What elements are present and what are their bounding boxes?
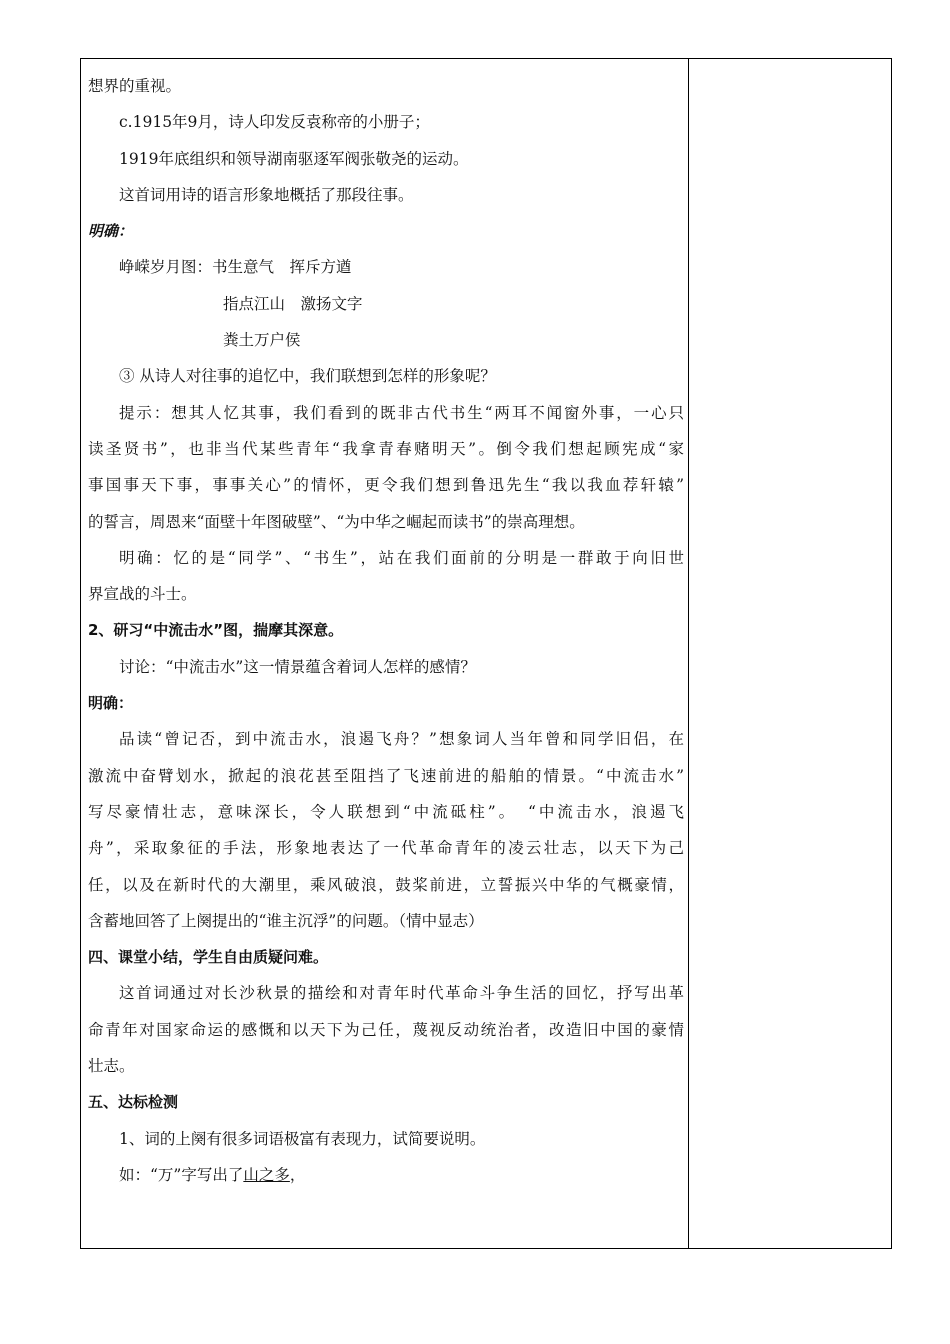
text-line: 明确：忆的是“同学”、“书生”，站在我们面前的分明是一群敢于向旧世 [119,548,684,567]
text-line: c.1915年9月，诗人印发反袁称帝的小册子； [119,113,430,132]
section-heading: 四、课堂小结，学生自由质疑问难。 [88,948,329,967]
text-line: 的誓言，周恩来“面壁十年图破壁”、“为中华之崛起而读书”的崇高理想。 [88,512,585,531]
text-line: ③ 从诗人对往事的追忆中，我们联想到怎样的形象呢？ [119,367,496,386]
text-line: 品读“曾记否，到中流击水，浪遏飞舟？”想象词人当年曾和同学旧侣，在 [119,730,684,749]
column-divider [688,58,689,1249]
text-line: 含蓄地回答了上阕提出的“谁主沉浮”的问题。（情中显志） [88,911,484,930]
text-line: 1、词的上阕有很多词语极富有表现力，试简要说明。 [119,1129,486,1148]
text-line: 激流中奋臂划水，掀起的浪花甚至阻挡了飞速前进的船舶的情景。“中流击水” [88,766,684,785]
text-line-example [88,1157,684,1193]
text-line: 这首词通过对长沙秋景的描绘和对青年时代革命斗争生活的回忆，抒写出革 [119,984,684,1003]
example-prefix: 如：“万”字写出了 [119,1165,244,1184]
underlined-answer: 山之多 [243,1165,290,1184]
text-line: 指点江山 激扬文字 [223,294,363,313]
text-line: 壮志。 [88,1057,135,1076]
text-line: 提示：想其人忆其事，我们看到的既非古代书生“两耳不闻窗外事，一心只 [119,403,684,422]
section-heading: 2、研习“中流击水”图，揣摩其深意。 [88,621,344,640]
text-line: 讨论：“中流击水”这一情景蕴含着词人怎样的感情？ [119,657,476,676]
text-line: 任，以及在新时代的大潮里，乘风破浪，鼓桨前进，立誓振兴中华的气概豪情， [88,875,684,894]
heading-clarify: 明确： [88,694,134,713]
heading-clarify: 明确： [88,222,134,241]
text-line: 想界的重视。 [88,77,182,95]
example-suffix: ， [289,1165,306,1184]
section-heading: 五、达标检测 [88,1093,179,1112]
text-line: 读圣贤书”，也非当代某些青年“我拿青春赌明天”。倒令我们想起顾宪成“家 [88,439,684,458]
text-line: 事国事天下事，事事关心”的情怀，更令我们想到鲁迅先生“我以我血荐轩辕” [88,476,684,495]
text-line: 命青年对国家命运的感慨和以天下为己任，蔑视反动统治者，改造旧中国的豪情 [88,1020,684,1039]
text-line: 写尽豪情壮志，意味深长，令人联想到“中流砥柱”。 “中流击水，浪遏飞 [88,802,684,821]
text-line: 这首词用诗的语言形象地概括了那段往事。 [119,185,414,204]
text-line: 粪土万户侯 [223,331,301,350]
text-line: 界宣战的斗士。 [88,585,197,604]
text-line: 1919年底组织和领导湖南驱逐军阀张敬尧的运动。 [119,149,469,168]
text-line: 峥嵘岁月图：书生意气 挥斥方遒 [119,258,352,277]
text-line: 舟”，采取象征的手法，形象地表达了一代革命青年的凌云壮志，以天下为己 [88,839,684,858]
lesson-content [88,68,684,1193]
